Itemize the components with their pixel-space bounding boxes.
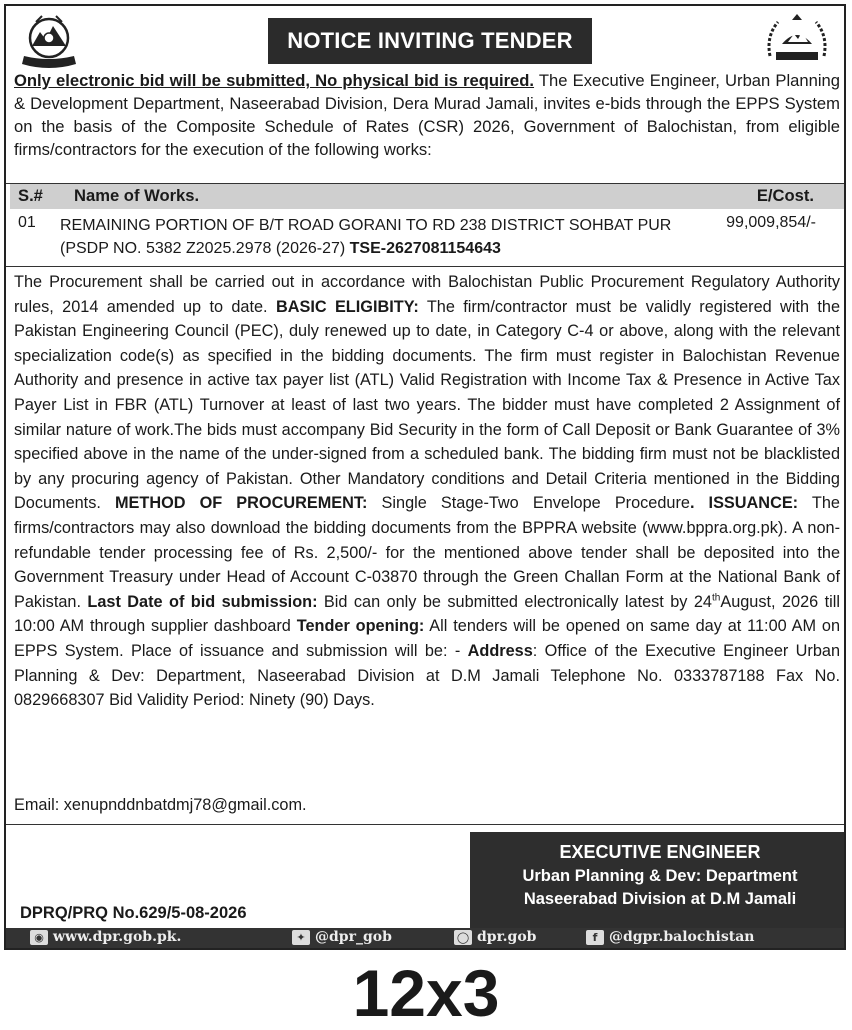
- electronic-bid-statement: Only electronic bid will be submitted, No physical bid is required.: [14, 71, 535, 90]
- header-work-name: Name of Works.: [74, 186, 200, 205]
- reference-number: DPRQ/PRQ No.629/5-08-2026: [20, 904, 247, 922]
- submission-text: August, 2026 till 10:00 AM through supplier dashboard: [14, 592, 840, 636]
- ad-size-label: 12x3: [352, 956, 500, 1030]
- eligibility-text: The firm/contractor must be validly registered with the Pakistan Engineering Council (PEC), duly renewed up to date, in Category C-4 or above, along with the relevant specialization code(s) as specified in the bidding documents. The firm must register in Balochistan Revenue Authority and presence in active tax payer list (ATL) Valid Registration with Income Tax & Presence in Active Tax Payer List in FBR (ATL) Turnover at least of last two years. The bidder must have completed 2 Assignment of similar nature of work.The bids must accompany Bid Security in the form of Call Deposit or Bank Guarantee of 3% specified above in the name of the under-signed from a scheduled bank. The bidding firm must not be blacklisted by any procuring agency of Pakistan. Other Mandatory conditions and Detail Criteria mentioned in the Bidding Documents.: [14, 297, 840, 513]
- opening-heading: Tender opening:: [296, 617, 425, 636]
- footer-social-bar: [6, 928, 844, 948]
- issuance-text: The firms/contractors may also download the bidding documents from the BPPRA website (www.bppra.org.pk). A non-refundable tender processing fee of Rs. 2,500/- for the mentioned above tender shall be deposited into the Government Treasury under Head of Account C-03870 through the Green Challan Form at the National Bank of Pakistan.: [14, 494, 840, 611]
- header-estimated-cost: E/Cost.: [756, 186, 814, 205]
- last-date-heading: Last Date of bid submission:: [87, 592, 318, 611]
- facebook-handle: @dgpr.balochistan: [609, 929, 755, 945]
- twitter-icon: ✦: [292, 930, 310, 945]
- header-serial: S.#: [18, 186, 43, 205]
- footer-instagram[interactable]: [454, 929, 536, 945]
- address-heading: Address: [467, 641, 533, 660]
- work-description: REMAINING PORTION OF B/T ROAD GORANI TO RD 238 DISTRICT SOHBAT PUR (PSDP NO. 5382 Z2025.2978 (2026-27): [60, 217, 672, 257]
- tender-conditions: [14, 270, 840, 713]
- divider: [6, 824, 844, 825]
- website-text: www.dpr.gob.pk.: [53, 929, 182, 945]
- method-text: Single Stage-Two Envelope Procedure: [367, 494, 690, 513]
- tse-number: TSE-2627081154643: [349, 240, 501, 257]
- tender-notice: [4, 4, 846, 950]
- last-date-text: Bid can only be submitted electronically latest by 24: [317, 592, 712, 611]
- notice-title: NOTICE INVITING TENDER: [268, 18, 592, 64]
- method-heading: METHOD OF PROCUREMENT:: [114, 494, 368, 513]
- table-row: [10, 211, 844, 264]
- eligibility-heading: BASIC ELIGIBITY:: [275, 297, 419, 316]
- footer-facebook[interactable]: [586, 929, 754, 945]
- facebook-icon: f: [586, 930, 604, 945]
- procurement-rules-text: The Procurement shall be carried out in accordance with Balochistan Public Procurement Regulatory Authority rules, 2014 amended up to date.: [14, 273, 840, 316]
- row-work-name: [60, 214, 700, 260]
- divider: [6, 266, 844, 267]
- signatory-title: EXECUTIVE ENGINEER: [559, 842, 761, 862]
- signatory-department: Urban Planning & Dev: Department: [522, 867, 798, 885]
- department-emblem-right-icon: [762, 12, 832, 70]
- signatory-division: Naseerabad Division at D.M Jamali: [523, 890, 797, 908]
- instagram-icon: ◯: [454, 930, 472, 945]
- address-text: : Office of the Executive Engineer Urban Planning & Dev: Department, Naseerabad Division at D.M Jamali Telephone No. 0333787188 Fax No. 0829668307 Bid Validity Period: Ninety (90) Days.: [14, 641, 840, 710]
- contact-email: Email: xenupnddnbatdmj78@gmail.com.: [14, 796, 307, 814]
- date-ordinal: th: [711, 592, 721, 604]
- balochistan-emblem-left-icon: [16, 12, 82, 70]
- signature-block: [470, 832, 846, 928]
- issuance-heading: . ISSUANCE:: [689, 494, 799, 513]
- intro-paragraph: [14, 69, 840, 161]
- footer-website[interactable]: [30, 929, 181, 945]
- row-estimated-cost: 99,009,854/-: [726, 214, 816, 231]
- works-table-header: [10, 184, 844, 209]
- intro-text: The Executive Engineer, Urban Planning & Development Department, Naseerabad Division, Dera Murad Jamali, invites e-bids through the EPPS System on the basis of the Composite Schedule of Rates (CSR) 2026, Government of Balochistan, from eligible firms/contractors for the execution of the following works:: [14, 71, 840, 159]
- twitter-handle: @dpr_gob: [315, 929, 392, 945]
- instagram-handle: dpr.gob: [477, 929, 537, 945]
- opening-text: All tenders will be opened on same day at 11:00 AM on EPPS System. Place of issuance and submission will be: -: [14, 617, 841, 660]
- footer-twitter[interactable]: [292, 929, 392, 945]
- row-serial: 01: [18, 214, 36, 231]
- globe-icon: ◉: [30, 930, 48, 945]
